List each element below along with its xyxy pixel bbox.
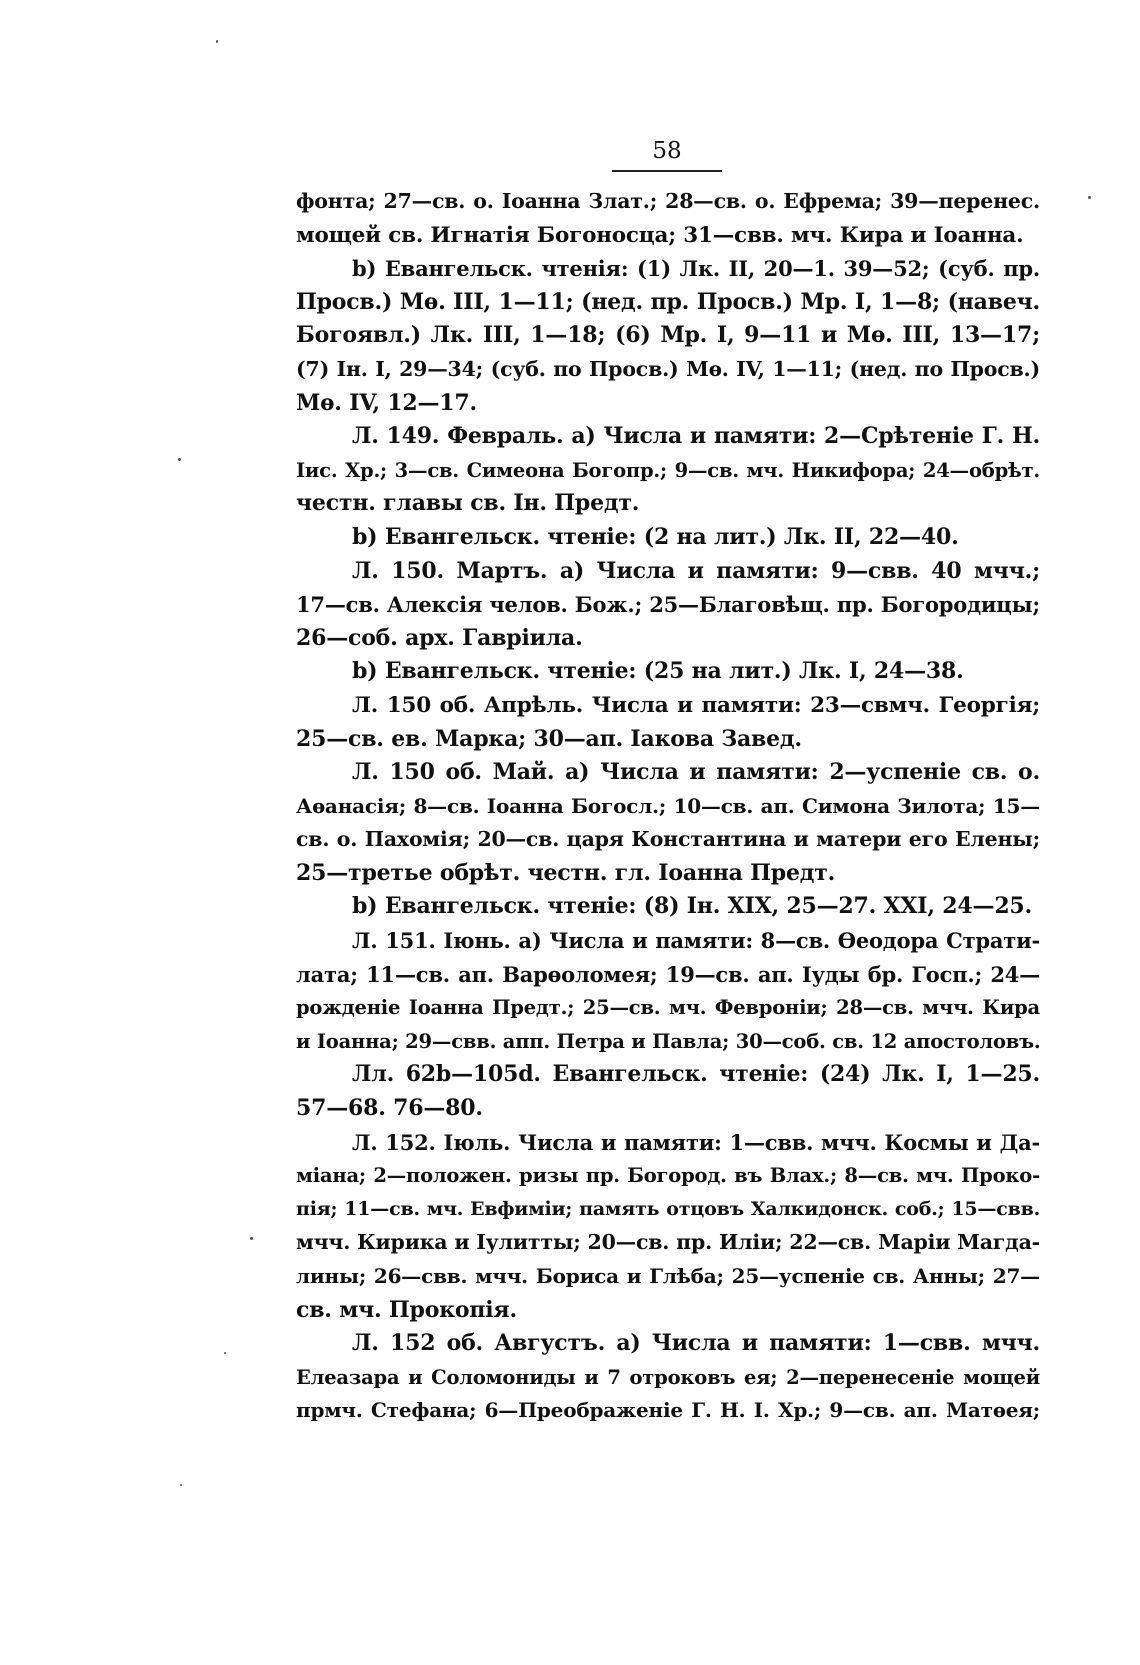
text-line: честн. главы св. Ін. Предт. xyxy=(296,490,640,517)
paper-speck xyxy=(224,1352,226,1354)
text-line: b) Евангельск. чтеніе: (2 на лит.) Лк. II, 22—40. xyxy=(352,523,959,550)
paper-speck xyxy=(250,1237,253,1240)
text-line: міана; 2—положен. ризы пр. Богород. въ Влах.; 8—св. мч. Проко- xyxy=(296,1164,1040,1188)
text-line: b) Евангельск. чтеніе: (8) Ін. XIX, 25—27. XXI, 24—25. xyxy=(352,893,1032,920)
paper-speck xyxy=(178,458,181,461)
text-line: Елеазара и Соломониды и 7 отроковъ ея; 2—перенесеніе мощей xyxy=(296,1365,1040,1389)
paper-speck xyxy=(180,1484,182,1486)
text-line: 25—св. ев. Марка; 30—ап. Іакова Завед. xyxy=(296,725,802,752)
page-number-rule xyxy=(612,170,722,172)
text-line: 57—68. 76—80. xyxy=(296,1095,483,1122)
text-line: Аѳанасія; 8—св. Іоанна Богосл.; 10—св. ап. Симона Зилота; 15— xyxy=(296,793,1040,818)
text-line: Л. 152. Іюль. Числа и памяти: 1—свв. мчч. Космы и Да- xyxy=(352,1129,1040,1155)
text-line: Л. 149. Февраль. а) Числа и памяти: 2—Срѣтеніе Г. Н. xyxy=(352,423,1040,450)
text-line: b) Евангельск. чтеніе: (25 на лит.) Лк. I, 24—38. xyxy=(352,658,964,685)
text-line: Богоявл.) Лк. III, 1—18; (6) Мр. I, 9—11 и Мѳ. III, 13—17; xyxy=(296,322,1040,349)
text-line: Іис. Хр.; 3—св. Симеона Богопр.; 9—св. мч. Никифора; 24—обрѣт. xyxy=(296,458,1040,482)
text-line: лата; 11—св. ап. Варѳоломея; 19—св. ап. Іуды бр. Госп.; 24— xyxy=(296,961,1040,987)
text-line: 25—третье обрѣт. честн. гл. Іоанна Предт. xyxy=(296,859,836,886)
text-line: Мѳ. IV, 12—17. xyxy=(296,389,477,416)
text-line: Лл. 62b—105d. Евангельск. чтеніе: (24) Лк. I, 1—25. xyxy=(352,1061,1040,1088)
text-line: св. о. Пахомія; 20—св. царя Константина и матери его Елены; xyxy=(296,827,1040,852)
text-line: и Іоанна; 29—свв. апп. Петра и Павла; 30—соб. св. 12 апостоловъ. xyxy=(296,1029,1041,1053)
text-line: Л. 150. Мартъ. а) Числа и памяти: 9—свв. 40 мчч.; xyxy=(352,557,1040,584)
page-number: 58 xyxy=(652,138,682,164)
text-line: 26—соб. арх. Гавріила. xyxy=(296,624,583,651)
text-line: мчч. Кирика и Іулитты; 20—св. пр. Иліи; 22—св. Маріи Магда- xyxy=(296,1230,1040,1255)
paper-speck xyxy=(1088,196,1091,199)
text-line: 17—св. Алексія челов. Бож.; 25—Благовѣщ. пр. Богородицы; xyxy=(296,592,1040,618)
text-line: (7) Ін. I, 29—34; (суб. по Просв.) Мѳ. IV, 1—11; (нед. по Просв.) xyxy=(296,356,1040,381)
text-line: пія; 11—св. мч. Евфиміи; память отцовъ Халкидонск. соб.; 15—свв. xyxy=(296,1197,1040,1220)
text-line: фонта; 27—св. о. Іоанна Злат.; 28—св. о. Ефрема; 39—перенес. xyxy=(296,189,1040,213)
text-line: прмч. Стефана; 6—Преображеніе Г. Н. І. Хр.; 9—св. ап. Матѳея; xyxy=(296,1398,1040,1423)
text-line: b) Евангельск. чтенія: (1) Лк. II, 20—1. 39—52; (суб. пр. xyxy=(352,256,1040,282)
text-line: св. мч. Прокопія. xyxy=(296,1296,517,1323)
text-line: Л. 151. Іюнь. а) Числа и памяти: 8—св. Ѳеодора Страти- xyxy=(352,928,1040,954)
text-line: Л. 152 об. Августъ. а) Числа и памяти: 1—свв. мчч. xyxy=(352,1330,1040,1357)
body-text xyxy=(296,185,1040,1428)
text-line: Л. 150 об. Апрѣль. Числа и памяти: 23—свмч. Георгія; xyxy=(352,692,1040,718)
text-line: мощей св. Игнатія Богоносца; 31—свв. мч. Кира и Іоанна. xyxy=(296,222,1024,248)
paper-speck xyxy=(216,40,218,43)
text-line: Просв.) Мѳ. III, 1—11; (нед. пр. Просв.) Мр. I, 1—8; (навеч. xyxy=(296,288,1040,315)
text-line: рожденіе Іоанна Предт.; 25—св. мч. Февроніи; 28—св. мчч. Кира xyxy=(296,996,1040,1020)
text-line: лины; 26—свв. мчч. Бориса и Глѣба; 25—успеніе св. Анны; 27— xyxy=(296,1264,1040,1288)
text-line: Л. 150 об. Май. а) Числа и памяти: 2—успеніе св. о. xyxy=(352,759,1040,786)
